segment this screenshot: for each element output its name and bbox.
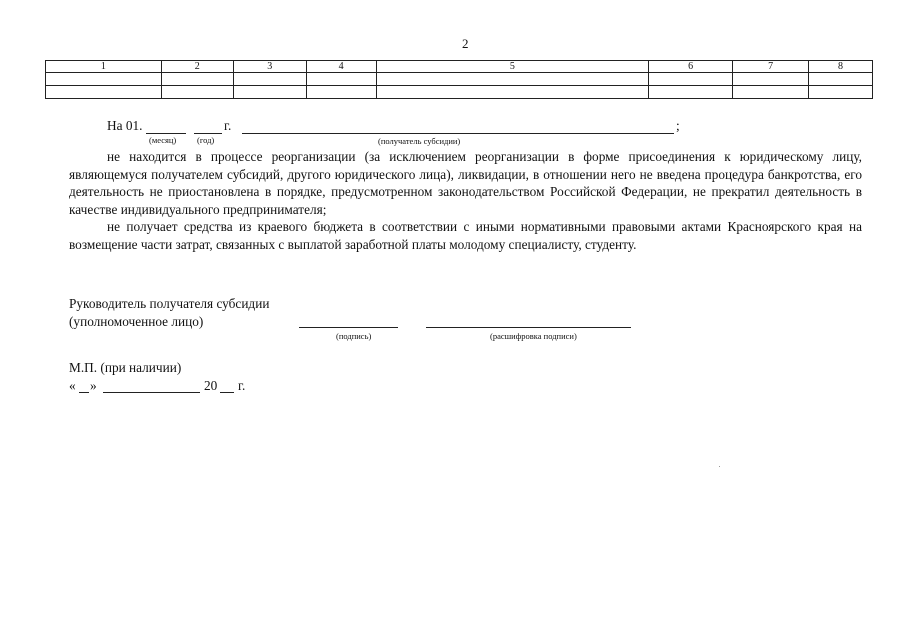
signature-decode-caption: (расшифровка подписи): [490, 331, 577, 341]
stamp-year-field[interactable]: [220, 392, 234, 393]
table-header-cell: 7: [733, 61, 809, 73]
table-cell: [376, 86, 649, 99]
date-line-end: ;: [676, 118, 680, 133]
table-row: [46, 73, 873, 86]
table-header-row: [46, 61, 873, 73]
table-cell: [809, 86, 873, 99]
stamp-year-suffix: г.: [238, 378, 246, 393]
date-prefix: На 01.: [107, 118, 143, 133]
recipient-caption: (получатель субсидии): [378, 136, 461, 146]
table-header-cell: 6: [649, 61, 733, 73]
table-cell: [306, 73, 376, 86]
data-table: [45, 60, 873, 99]
recipient-field[interactable]: [242, 133, 674, 134]
signature-subtitle: (уполномоченное лицо): [69, 314, 204, 329]
table-cell: [809, 73, 873, 86]
table-header-cell: 2: [161, 61, 233, 73]
year-caption: (год): [197, 135, 215, 145]
signature-title: Руководитель получателя субсидии: [69, 296, 270, 311]
table-cell: [46, 86, 162, 99]
signature-caption: (подпись): [336, 331, 372, 341]
day-field[interactable]: [79, 392, 89, 393]
month-caption: (месяц): [149, 135, 177, 145]
table-header-cell: 4: [306, 61, 376, 73]
table-cell: [649, 73, 733, 86]
paragraph-budget: не получает средства из краевого бюджета в соответствии с иными нормативными правовыми актами Красноярского края на возмещение части затрат, связанных с выплатой заработной платы молодому специалисту, студенту.: [69, 219, 862, 252]
stamp-label: М.П. (при наличии): [69, 360, 182, 375]
signature-decode-field[interactable]: [426, 327, 631, 328]
table-header-cell: 5: [376, 61, 649, 73]
signature-field[interactable]: [299, 327, 398, 328]
table-cell: [233, 73, 306, 86]
month-field[interactable]: [146, 133, 186, 134]
paragraph-reorganization: не находится в процессе реорганизации (за исключением реорганизации в форме присоединения к юридическому лицу, являющемуся получателем субсидий, другого юридического лица), ликвидации, в отношении него не введена процедура банкротства, его деятельность не приостановлена в порядке, предусмотренном законодательством Российской Федерации, не прекратил деятельность в качестве индивидуального предпринимателя;: [69, 149, 862, 217]
date-open-quote: «: [69, 378, 76, 393]
year-suffix: г.: [224, 118, 232, 133]
table-cell: [161, 73, 233, 86]
month-name-field[interactable]: [103, 392, 200, 393]
table-header-cell: 3: [233, 61, 306, 73]
scan-speck: [719, 466, 720, 467]
table-header-cell: 8: [809, 61, 873, 73]
table-cell: [649, 86, 733, 99]
table-cell: [46, 73, 162, 86]
table-row: [46, 86, 873, 99]
date-close-quote: »: [90, 378, 97, 393]
table-header-cell: 1: [46, 61, 162, 73]
year-field[interactable]: [194, 133, 222, 134]
table-cell: [161, 86, 233, 99]
page-number: 2: [462, 36, 469, 51]
table-cell: [733, 86, 809, 99]
year-prefix: 20: [204, 378, 218, 393]
table-cell: [306, 86, 376, 99]
table-cell: [376, 73, 649, 86]
table-cell: [233, 86, 306, 99]
table-cell: [733, 73, 809, 86]
